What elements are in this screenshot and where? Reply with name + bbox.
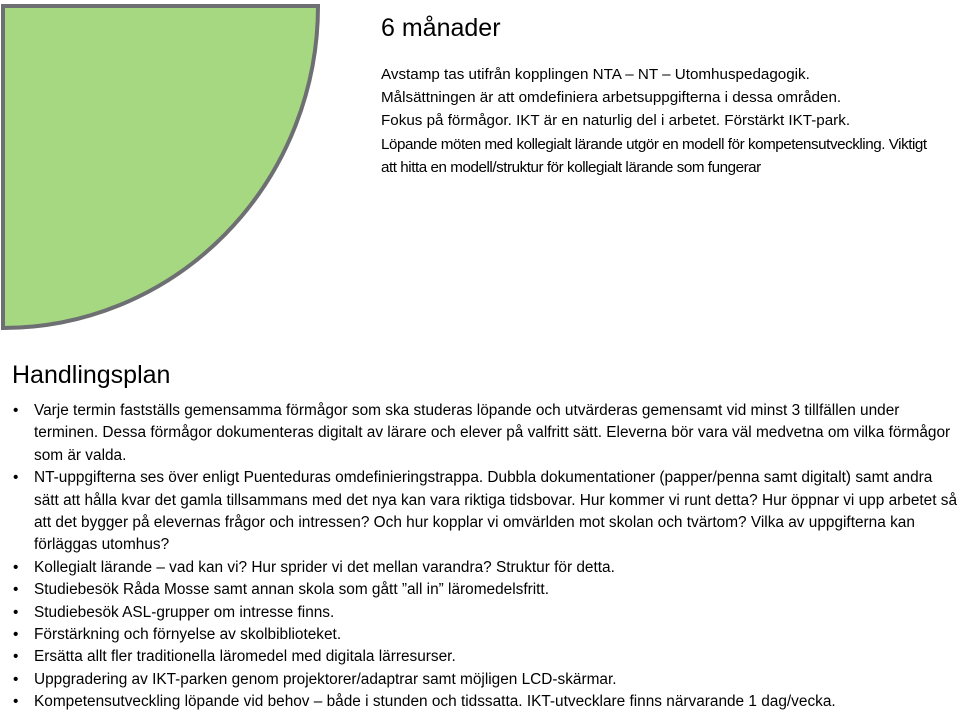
intro-paragraph: Målsättningen är att omdefiniera arbetsuppgifterna i dessa områden. — [381, 89, 842, 107]
list-item-text: Uppgradering av IKT-parken genom projektorer/adaptrar samt möjligen LCD-skärmar. — [34, 670, 617, 688]
bullet-icon: • — [13, 581, 19, 599]
list-item-text: Kollegialt lärande – vad kan vi? Hur sprider vi det mellan varandra? Struktur för detta. — [34, 558, 615, 576]
top-heading: 6 månader — [381, 14, 501, 42]
bullet-icon: • — [13, 626, 19, 644]
list-item — [12, 669, 960, 691]
bullet-icon: • — [13, 693, 19, 711]
list-item-text: Studiebesök Råda Mosse samt annan skola som gått ”all in” läromedelsfritt. — [34, 581, 549, 599]
action-plan-list — [12, 400, 960, 714]
quarter-circle-shape — [3, 6, 318, 328]
bullet-icon: • — [13, 603, 19, 621]
list-item — [12, 624, 960, 646]
list-item-text: Kompetensutveckling löpande vid behov – både i stunden och tidssatta. IKT-utvecklare finns närvarande 1 dag/vecka. — [34, 693, 836, 711]
section-title: Handlingsplan — [12, 361, 171, 389]
intro-paragraph: Löpande möten med kollegialt lärande utgör en modell för kompetensutveckling. Viktigt att hitta en modell/struktur för kollegialt lärande som fungerar — [381, 135, 927, 176]
bullet-icon: • — [13, 648, 19, 666]
list-item-text: Varje termin fastställs gemensamma förmågor som ska studeras löpande och utvärderas gemensamt vid minst 3 tillfällen under terminen. Dessa förmågor dokumenteras digitalt av lärare och elever på valfritt sätt. Eleverna bör vara väl medvetna om vilka förmågor som är valda. — [34, 402, 951, 464]
bullet-icon: • — [13, 670, 19, 688]
list-item-text: NT-uppgifterna ses över enligt Puenteduras omdefinieringstrappa. Dubbla dokumentationer (papper/penna samt digitalt) samt andra sätt att hålla kvar det gamla tillsammans med det nya kan vara riktiga tidsbovar. Hur kommer vi runt detta? Hur öppnar vi upp arbetet så att det bygger på elevernas frågor och intressen? Och hur kopplar vi omvärlden mot skolan och tvärtom? Vilka av uppgifterna kan förläggas utomhus? — [34, 469, 958, 554]
list-item — [12, 467, 960, 557]
bullet-icon: • — [13, 558, 19, 576]
list-item — [12, 400, 960, 467]
intro-text — [381, 63, 941, 179]
list-item — [12, 557, 960, 579]
list-item-text: Ersätta allt fler traditionella läromedel med digitala lärresurser. — [34, 648, 456, 666]
list-item — [12, 602, 960, 624]
list-item — [12, 646, 960, 668]
list-item-text: Studiebesök ASL-grupper om intresse finns. — [34, 603, 335, 621]
intro-paragraph: Fokus på förmågor. IKT är en naturlig del i arbetet. Förstärkt IKT-park. — [381, 112, 851, 130]
quarter-circle-icon — [0, 0, 330, 330]
bullet-icon: • — [13, 469, 19, 487]
intro-paragraph: Avstamp tas utifrån kopplingen NTA – NT – Utomhuspedagogik. — [381, 66, 810, 83]
list-item — [12, 691, 960, 713]
bullet-icon: • — [13, 402, 19, 419]
list-item — [12, 579, 960, 601]
list-item-text: Förstärkning och förnyelse av skolbiblioteket. — [34, 626, 342, 644]
